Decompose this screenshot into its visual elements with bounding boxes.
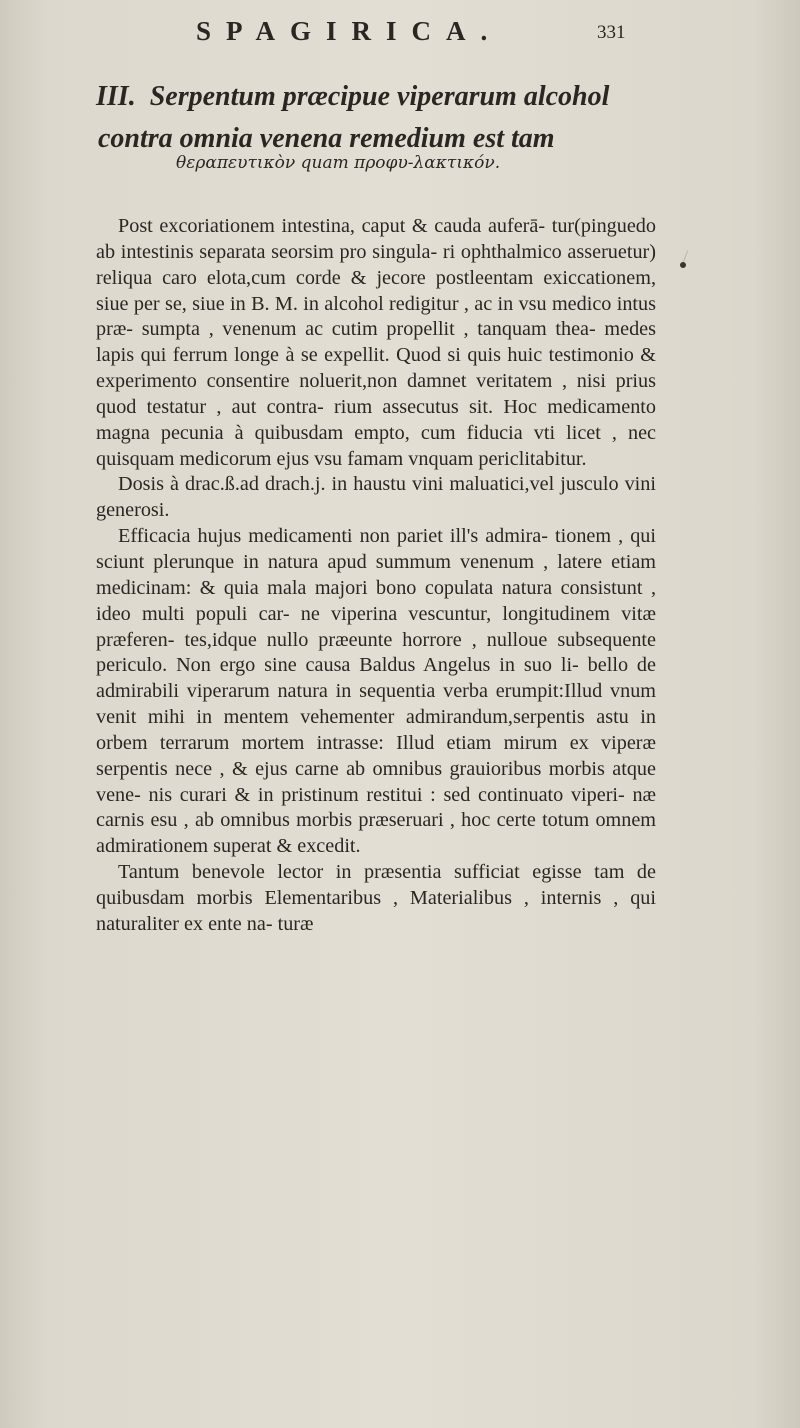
paragraph-2: Dosis à drac.ß.ad drach.j. in haustu vini maluatici,vel jusculo vini generosi. (96, 473, 656, 522)
section-heading-line3: θεραπευτικὸν quam προφυ-λακτικόν. (176, 153, 501, 173)
section-number: III. (96, 81, 136, 112)
running-title: SPAGIRICA. (196, 16, 503, 46)
ink-dot (680, 262, 686, 268)
running-head (0, 16, 800, 56)
page-number: 331 (597, 22, 626, 43)
section-heading-line1: Serpentum præcipue viperarum alcohol (149, 81, 610, 112)
section-heading (96, 76, 696, 118)
section-heading-line2: contra omnia venena remedium est tam (98, 123, 555, 154)
paragraph-4: Tantum benevole lector in præsentia sufficiat egisse tam de quibusdam morbis Elementaribus , Materialibus , internis , qui naturaliter ex ente na- turæ (96, 861, 656, 935)
paragraph-1: Post excoriationem intestina, caput & cauda auferā- tur(pinguedo ab intestinis separata seorsim pro singula- ri ophthalmico asseruetur) reliqua caro elota,cum corde & jecore postleentam exiccationem, siue per se, siue in B. M. in alcohol redigitur , ac in vsu medico intus præ- sumpta , venenum ac cutim propellit , tanquam thea- medes lapis qui ferrum longe à se expellit. Quod si quis huic testimonio & experimento consentire noluerit,non damnet veritatem , nisi prius quod testatur , aut contra- rium assecutus sit. Hoc medicamento magna pecunia à quibusdam empto, cum fiducia vti licet , nec quisquam medicorum ejus vsu famam vnquam periclitabitur. (96, 215, 656, 470)
body-text (96, 214, 656, 938)
paragraph-3: Efficacia hujus medicamenti non pariet ill's admira- tionem , qui sciunt plerunque in natura apud summum venenum , latere etiam medicinam: & quia mala majori bono copulata natura consistunt , ideo multi populi car- ne viperina vescuntur, longitudinem vitæ præferen- tes,idque nullo præeunte horrore , nulloue subsequente periculo. Non ergo sine causa Baldus Angelus in suo li- bello de admirabili viperarum natura in sequentia verba erumpit:Illud vnum venit mihi in mentem vehementer admirandum,serpentis astu in orbem terrarum mortem intrasse: Illud etiam mirum ex viperæ serpentis nece , & ejus carne ab omnibus grauioribus morbis atque vene- nis curari & in pristinum restitui : sed continuato viperi- næ carnis esu , ab omnibus morbis præseruari , hoc certe totum omnem admirationem superat & excedit. (96, 525, 656, 858)
